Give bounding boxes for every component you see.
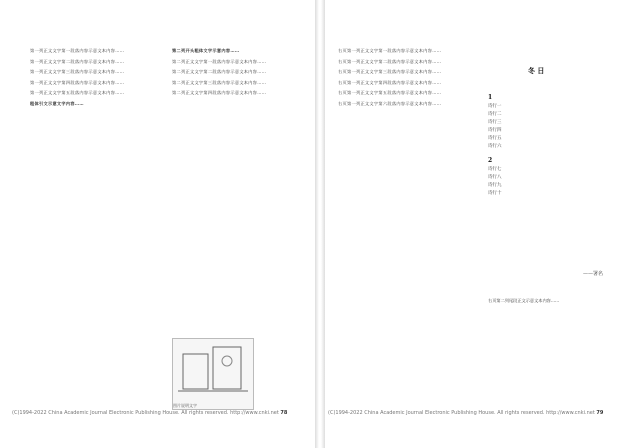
right-footer [328,410,603,416]
poem-line: 诗行四 [488,128,502,133]
paragraph: 第一列正文文字第一段落内容示意文本内容…… [30,48,125,53]
copyright-text: (C)1994-2022 China Academic Journal Electronic Publishing House. All rights reserved. http://www.cnki.net [328,410,595,416]
illustration-figure [172,338,254,410]
section-number: 1 [488,94,493,101]
bold-quote: 粗体引文示意文字内容…… [30,100,84,106]
left-footer [12,410,287,416]
poem-title: 冬 日 [528,66,545,75]
left-page [12,8,312,426]
poem-line: 诗行七 [488,167,502,172]
poem-block [488,88,618,198]
section-number: 2 [488,157,493,164]
poem-line: 诗行六 [488,144,502,149]
paragraph: 第二列正文文字第一段落内容示意文本内容…… [172,58,267,64]
paragraph: 右页第一列正文文字第三段落内容示意文本内容…… [338,69,442,75]
paragraph: 第一列正文文字第四段落内容示意文本内容…… [30,79,125,85]
page-gutter [315,0,325,448]
right-column-2-tail [488,298,623,305]
paragraph: 右页第二列尾段正文示意文本内容…… [488,298,560,303]
page-number: 79 [596,410,604,416]
paragraph: 右页第一列正文文字第五段落内容示意文本内容…… [338,90,442,96]
paragraph: 右页第一列正文文字第四段落内容示意文本内容…… [338,79,442,85]
poem-signature: ——署名 [583,271,604,277]
poem-line: 诗行八 [488,175,502,180]
paragraph: 第二列正文文字第三段落内容示意文本内容…… [172,79,267,85]
poem-line: 诗行九 [488,183,502,188]
poem-line: 诗行五 [488,136,502,141]
copyright-text: (C)1994-2022 China Academic Journal Electronic Publishing House. All rights reserved. http://www.cnki.net [12,410,279,416]
right-column-1 [338,48,478,112]
paragraph: 右页第一列正文文字第六段落内容示意文本内容…… [338,100,442,106]
poem-line: 诗行十 [488,191,502,196]
left-column-2 [172,48,312,101]
poem-line: 诗行二 [488,112,502,117]
page-number: 78 [280,410,288,416]
figure-caption: 图片说明文字 [173,403,197,408]
paragraph: 右页第一列正文文字第一段落内容示意文本内容…… [338,48,442,53]
paragraph: 第二列正文文字第二段落内容示意文本内容…… [172,69,267,75]
paragraph: 第一列正文文字第五段落内容示意文本内容…… [30,90,125,96]
paragraph: 第一列正文文字第二段落内容示意文本内容…… [30,58,125,64]
left-column-1 [30,48,170,112]
paragraph: 第一列正文文字第三段落内容示意文本内容…… [30,69,125,75]
poem-line: 诗行三 [488,120,502,125]
bold-lead: 第二列开头粗体文字示意内容…… [172,48,240,53]
paragraph: 右页第一列正文文字第二段落内容示意文本内容…… [338,58,442,64]
paragraph: 第二列正文文字第四段落内容示意文本内容…… [172,90,267,96]
sketch-image [173,339,253,399]
poem-line: 诗行一 [488,104,502,109]
right-page [328,8,628,426]
